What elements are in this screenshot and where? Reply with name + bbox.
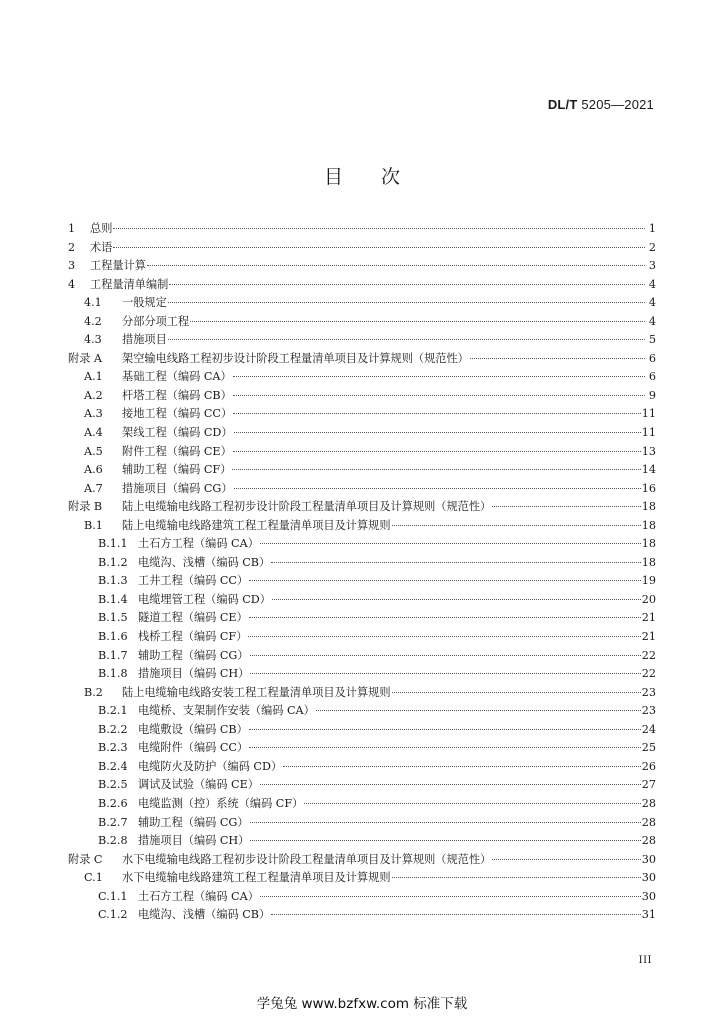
toc-entry-title: 电缆防火及防护（编码 CD） bbox=[138, 759, 283, 773]
toc-entry-page: 6 bbox=[648, 351, 656, 365]
toc-entry-title: 工井工程（编码 CC） bbox=[138, 574, 249, 588]
toc-entry-number: B.1.1 bbox=[98, 537, 128, 551]
toc-entry-page: 28 bbox=[641, 815, 656, 829]
toc-leader-dots bbox=[113, 227, 645, 229]
toc-entry[interactable] bbox=[68, 368, 656, 387]
toc-leader-dots bbox=[113, 246, 645, 248]
standard-prefix: DL/T bbox=[547, 97, 578, 112]
toc-entry-title: 辅助工程（编码 CG） bbox=[138, 815, 249, 829]
toc-entry-number: B.2 bbox=[84, 685, 103, 699]
toc-leader-dots bbox=[271, 561, 641, 563]
toc-entry-page: 6 bbox=[648, 370, 656, 384]
toc-leader-dots bbox=[260, 783, 641, 785]
toc-entry-number: 附录 C bbox=[68, 852, 103, 866]
toc-entry-title: 辅助工程（编码 CF） bbox=[122, 463, 232, 477]
toc-entry-number: B.2.2 bbox=[98, 722, 128, 736]
toc-entry-title: 措施项目（编码 CH） bbox=[138, 834, 250, 848]
toc-entry-number: 1 bbox=[68, 222, 76, 235]
toc-entry-title: 水下电缆输电线路建筑工程工程量清单项目及计算规则 bbox=[122, 871, 391, 885]
toc-entry[interactable] bbox=[68, 443, 656, 462]
toc-entry-page: 4 bbox=[648, 277, 656, 291]
standard-code bbox=[548, 97, 654, 112]
toc-entry[interactable] bbox=[68, 665, 656, 684]
toc-entry-title: 措施项目（编码 CG） bbox=[122, 481, 233, 495]
toc-entry[interactable] bbox=[68, 795, 656, 814]
toc-entry-title: 术语 bbox=[90, 240, 113, 254]
toc-entry-number: 附录 A bbox=[68, 351, 103, 365]
toc-entry-number: B.1.2 bbox=[98, 555, 128, 569]
toc-leader-dots bbox=[316, 709, 641, 711]
toc-leader-dots bbox=[249, 728, 641, 730]
toc-entry[interactable] bbox=[68, 906, 656, 925]
toc-entry-number: A.4 bbox=[84, 426, 103, 440]
toc-entry-number: 4 bbox=[68, 277, 76, 291]
toc-entry-title: 栈桥工程（编码 CF） bbox=[138, 630, 248, 644]
toc-entry[interactable] bbox=[68, 461, 656, 480]
standard-year: 2021 bbox=[624, 97, 654, 112]
toc-leader-dots bbox=[250, 672, 640, 674]
toc-entry[interactable] bbox=[68, 535, 656, 554]
toc-entry-number: 4.2 bbox=[84, 314, 102, 328]
toc-entry-number: B.2.1 bbox=[98, 704, 128, 718]
toc-entry-number: A.2 bbox=[84, 388, 103, 402]
toc-entry-page: 22 bbox=[641, 648, 656, 662]
toc-entry-number: B.2.3 bbox=[98, 741, 128, 755]
toc-entry-number: 2 bbox=[68, 240, 76, 254]
toc-entry[interactable] bbox=[68, 257, 656, 276]
toc-entry-page: 22 bbox=[641, 667, 656, 681]
toc-entry-page: 28 bbox=[641, 796, 656, 810]
toc-entry-title: 电缆桥、支架制作安装（编码 CA） bbox=[138, 704, 315, 718]
toc-entry-title: 电缆沟、浅槽（编码 CB） bbox=[138, 908, 271, 922]
toc-entry[interactable] bbox=[68, 498, 656, 517]
toc-entry[interactable] bbox=[68, 758, 656, 777]
toc-entry-number: B.1.3 bbox=[98, 574, 128, 588]
toc-entry-page: 11 bbox=[641, 426, 656, 440]
toc-entry-page: 27 bbox=[641, 778, 656, 792]
toc-leader-dots bbox=[168, 301, 645, 303]
toc-leader-dots bbox=[392, 691, 641, 693]
toc-entry-page: 30 bbox=[641, 871, 656, 885]
toc-entry-page: 4 bbox=[648, 314, 656, 328]
toc-entry-number: B.1 bbox=[84, 518, 103, 532]
toc-leader-dots bbox=[271, 913, 641, 915]
toc-entry-title: 陆上电缆输电线路建筑工程工程量清单项目及计算规则 bbox=[122, 518, 391, 532]
toc-entry[interactable] bbox=[68, 294, 656, 313]
toc-entry-page: 23 bbox=[641, 685, 656, 699]
toc-entry-page: 28 bbox=[641, 834, 656, 848]
toc-entry-title: 土石方工程（编码 CA） bbox=[138, 537, 259, 551]
toc-entry-title: 电缆敷设（编码 CB） bbox=[138, 722, 248, 736]
toc-entry-page: 30 bbox=[641, 889, 656, 903]
toc-entry-number: 3 bbox=[68, 259, 76, 273]
toc-entry-title: 土石方工程（编码 CA） bbox=[138, 889, 259, 903]
toc-entry-page: 18 bbox=[641, 555, 656, 569]
toc-entry[interactable] bbox=[68, 480, 656, 499]
toc-entry-page: 20 bbox=[641, 592, 656, 606]
toc-entry-page: 31 bbox=[641, 908, 656, 922]
toc-leader-dots bbox=[272, 598, 641, 600]
toc-entry-number: 4.1 bbox=[84, 296, 102, 310]
toc-entry[interactable] bbox=[68, 814, 656, 833]
toc-entry-title: 基础工程（编码 CA） bbox=[122, 370, 232, 384]
toc-entry-number: A.5 bbox=[84, 444, 103, 458]
toc-entry-page: 16 bbox=[641, 481, 656, 495]
toc-entry[interactable] bbox=[68, 313, 656, 332]
toc-entry[interactable] bbox=[68, 220, 656, 239]
toc-leader-dots bbox=[470, 357, 645, 359]
toc-entry-page: 4 bbox=[648, 296, 656, 310]
toc-entry-page: 25 bbox=[641, 741, 656, 755]
toc-leader-dots bbox=[392, 876, 641, 878]
toc-entry-title: 接地工程（编码 CC） bbox=[122, 407, 233, 421]
toc-entry-number: B.2.4 bbox=[98, 759, 128, 773]
toc-entry-number: B.2.7 bbox=[98, 815, 128, 829]
toc-entry-number: B.1.4 bbox=[98, 592, 128, 606]
toc-entry-page: 18 bbox=[641, 518, 656, 532]
toc-entry-title: 电缆沟、浅槽（编码 CB） bbox=[138, 555, 271, 569]
toc-entry[interactable] bbox=[68, 405, 656, 424]
toc-entry-number: B.1.8 bbox=[98, 667, 128, 681]
toc-entry-number: 附录 B bbox=[68, 500, 103, 514]
toc-leader-dots bbox=[492, 858, 641, 860]
toc-entry[interactable] bbox=[68, 387, 656, 406]
toc-entry-title: 工程量计算 bbox=[90, 259, 146, 273]
toc-entry-title: 架线工程（编码 CD） bbox=[122, 426, 233, 440]
table-of-contents bbox=[68, 220, 656, 925]
toc-entry-number: B.2.8 bbox=[98, 834, 128, 848]
toc-leader-dots bbox=[249, 746, 641, 748]
toc-leader-dots bbox=[492, 505, 641, 507]
toc-leader-dots bbox=[250, 839, 640, 841]
toc-entry-number: B.1.7 bbox=[98, 648, 128, 662]
toc-leader-dots bbox=[283, 765, 641, 767]
toc-entry[interactable] bbox=[68, 739, 656, 758]
toc-entry[interactable] bbox=[68, 331, 656, 350]
toc-entry-number: A.1 bbox=[84, 370, 103, 384]
toc-entry[interactable] bbox=[68, 647, 656, 666]
toc-entry[interactable] bbox=[68, 684, 656, 703]
toc-entry[interactable] bbox=[68, 721, 656, 740]
toc-entry-title: 调试及试验（编码 CE） bbox=[138, 778, 259, 792]
toc-entry[interactable] bbox=[68, 276, 656, 295]
toc-entry-page: 26 bbox=[641, 759, 656, 773]
toc-entry-title: 杆塔工程（编码 CB） bbox=[122, 388, 232, 402]
toc-leader-dots bbox=[168, 338, 645, 340]
standard-dash: — bbox=[611, 97, 625, 112]
toc-entry-page: 1 bbox=[648, 222, 656, 235]
toc-entry-page: 19 bbox=[641, 574, 656, 588]
toc-leader-dots bbox=[233, 450, 641, 452]
toc-entry-page: 11 bbox=[641, 407, 656, 421]
toc-entry[interactable] bbox=[68, 702, 656, 721]
toc-leader-dots bbox=[190, 320, 645, 322]
toc-entry-title: 电缆埋管工程（编码 CD） bbox=[138, 592, 271, 606]
toc-entry[interactable] bbox=[68, 628, 656, 647]
toc-entry-number: A.3 bbox=[84, 407, 103, 421]
toc-entry-number: A.7 bbox=[84, 481, 103, 495]
toc-entry-title: 辅助工程（编码 CG） bbox=[138, 648, 249, 662]
toc-entry-page: 18 bbox=[641, 500, 656, 514]
toc-leader-dots bbox=[147, 264, 645, 266]
toc-entry[interactable] bbox=[68, 350, 656, 369]
toc-leader-dots bbox=[233, 394, 645, 396]
toc-entry[interactable] bbox=[68, 609, 656, 628]
toc-entry[interactable] bbox=[68, 851, 656, 870]
page-folio: III bbox=[638, 955, 652, 966]
toc-leader-dots bbox=[234, 431, 641, 433]
page-title: 目次 bbox=[323, 166, 438, 188]
toc-entry-page: 2 bbox=[648, 240, 656, 254]
toc-leader-dots bbox=[234, 487, 641, 489]
toc-entry-number: B.2.6 bbox=[98, 796, 128, 810]
toc-entry-title: 水下电缆输电线路工程初步设计阶段工程量清单项目及计算规则（规范性） bbox=[122, 852, 492, 866]
toc-entry-number: A.6 bbox=[84, 463, 103, 477]
toc-entry-number: B.2.5 bbox=[98, 778, 128, 792]
toc-entry-number: C.1.1 bbox=[98, 889, 128, 903]
toc-entry-title: 总则 bbox=[90, 222, 113, 235]
toc-leader-dots bbox=[392, 524, 641, 526]
toc-entry[interactable] bbox=[68, 591, 656, 610]
toc-entry[interactable] bbox=[68, 888, 656, 907]
toc-entry-title: 附件工程（编码 CE） bbox=[122, 444, 232, 458]
toc-leader-dots bbox=[250, 821, 641, 823]
toc-entry[interactable] bbox=[68, 424, 656, 443]
toc-leader-dots bbox=[169, 283, 645, 285]
toc-entry-title: 分部分项工程 bbox=[122, 314, 190, 328]
toc-entry-page: 21 bbox=[641, 611, 656, 625]
toc-entry-title: 架空输电线路工程初步设计阶段工程量清单项目及计算规则（规范性） bbox=[122, 351, 469, 365]
toc-entry-page: 24 bbox=[641, 722, 656, 736]
toc-entry-page: 30 bbox=[641, 852, 656, 866]
standard-number: 5205 bbox=[581, 97, 612, 112]
toc-entry-page: 23 bbox=[641, 704, 656, 718]
toc-entry-number: C.1.2 bbox=[98, 908, 128, 922]
toc-leader-dots bbox=[249, 616, 641, 618]
toc-entry-page: 21 bbox=[641, 630, 656, 644]
toc-entry-page: 3 bbox=[648, 259, 656, 273]
watermark-text: 学兔兔 www.bzfxw.com 标准下载 bbox=[256, 996, 468, 1012]
toc-entry-title: 工程量清单编制 bbox=[90, 277, 169, 291]
toc-leader-dots bbox=[233, 375, 645, 377]
toc-leader-dots bbox=[250, 654, 641, 656]
toc-entry-page: 18 bbox=[641, 537, 656, 551]
toc-entry[interactable] bbox=[68, 554, 656, 573]
toc-entry-title: 措施项目（编码 CH） bbox=[138, 667, 250, 681]
toc-leader-dots bbox=[232, 468, 640, 470]
toc-entry-title: 陆上电缆输电线路工程初步设计阶段工程量清单项目及计算规则（规范性） bbox=[122, 500, 492, 514]
toc-entry-page: 13 bbox=[641, 444, 656, 458]
toc-entry[interactable] bbox=[68, 776, 656, 795]
toc-entry-page: 5 bbox=[648, 333, 656, 347]
toc-entry-title: 措施项目 bbox=[122, 333, 167, 347]
toc-entry[interactable] bbox=[68, 869, 656, 888]
toc-entry-title: 隧道工程（编码 CE） bbox=[138, 611, 248, 625]
toc-entry-page: 9 bbox=[648, 388, 656, 402]
toc-entry-number: B.1.6 bbox=[98, 630, 128, 644]
toc-entry-number: C.1 bbox=[84, 871, 103, 885]
toc-entry[interactable] bbox=[68, 517, 656, 536]
toc-leader-dots bbox=[249, 579, 641, 581]
toc-entry-number: B.1.5 bbox=[98, 611, 128, 625]
toc-entry-title: 陆上电缆输电线路安装工程工程量清单项目及计算规则 bbox=[122, 685, 391, 699]
toc-entry-page: 14 bbox=[641, 463, 656, 477]
toc-leader-dots bbox=[304, 802, 640, 804]
toc-leader-dots bbox=[260, 895, 641, 897]
toc-leader-dots bbox=[260, 542, 641, 544]
toc-entry[interactable] bbox=[68, 239, 656, 258]
toc-entry-title: 电缆附件（编码 CC） bbox=[138, 741, 249, 755]
toc-entry-number: 4.3 bbox=[84, 333, 102, 347]
toc-leader-dots bbox=[233, 412, 641, 414]
toc-entry-title: 一般规定 bbox=[122, 296, 167, 310]
toc-entry-title: 电缆监测（控）系统（编码 CF） bbox=[138, 796, 304, 810]
toc-leader-dots bbox=[248, 635, 640, 637]
toc-entry[interactable] bbox=[68, 572, 656, 591]
toc-entry[interactable] bbox=[68, 832, 656, 851]
